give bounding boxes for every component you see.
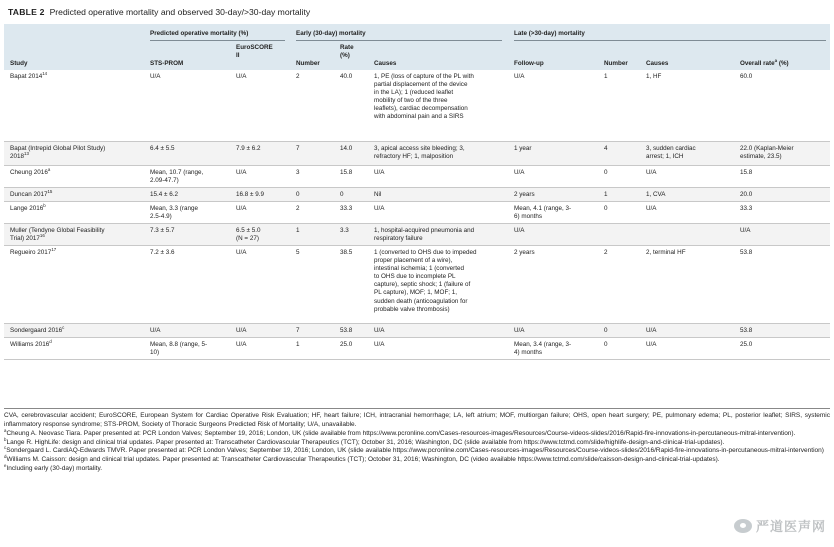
cell-sts-prom: 6.4 ± 5.5 bbox=[150, 145, 175, 152]
table-header bbox=[4, 24, 830, 70]
cell-euroscore: U/A bbox=[236, 73, 247, 80]
col-late-number: Number bbox=[604, 60, 628, 67]
col-euroscore-l2: II bbox=[236, 52, 240, 59]
cell-early-causes: U/A bbox=[374, 327, 385, 334]
cell-early-number: 2 bbox=[296, 205, 300, 212]
footnote-item: $^a$Cheung A. Neovasc Tiara. Paper presented at: PCR London Valves; September 19, 2016; London, UK (slide available from https://www.pcronline.com/Cases-resources-images/Resources/Course-videos-slides/2016/Rapid-fire-innovations-in-percutaneous-mitral-intervention). bbox=[4, 428, 796, 438]
cell-early-causes: 3, apical access site bleeding; 3, refractory HF; 1, malposition bbox=[374, 145, 465, 161]
cell-early-causes: Nil bbox=[374, 191, 382, 198]
table-title: Predicted operative mortality and observed 30-day/>30-day mortality bbox=[49, 7, 311, 17]
col-early-causes: Causes bbox=[374, 60, 397, 67]
predicted-group-header: Predicted operative mortality (%) bbox=[150, 30, 249, 37]
cell-overall-rate: 20.0 bbox=[740, 191, 753, 198]
cell-early-causes: U/A bbox=[374, 341, 385, 348]
cell-sts-prom: Mean, 8.8 (range, 5- 10) bbox=[150, 341, 208, 357]
cell-late-causes: 1, HF bbox=[646, 73, 662, 80]
cell-follow-up: Mean, 4.1 (range, 3- 6) months bbox=[514, 205, 572, 221]
predicted-group-rule bbox=[150, 40, 285, 41]
cell-late-causes: U/A bbox=[646, 169, 657, 176]
watermark-text: 严道医声网 bbox=[755, 519, 826, 534]
cell-study: Sondergaard 2016$^c$ bbox=[10, 324, 65, 334]
abbreviations-note: CVA, cerebrovascular accident; EuroSCORE, European System for Cardiac Operative Risk Evaluation; HF, heart failure; ICH, intracranial hemorrhage; LA, left atrium; MOF, multiorgan failure; OHS, open heart surgery; PE, pulmonary edema; PL, posterior leaflet; SIRS, systemic inflammatory response syndrome; STS-PROM, Society of Thoracic Surgeons Predicted Risk of Mortality; U/A, unavailable. bbox=[4, 412, 830, 428]
mortality-table bbox=[4, 24, 830, 360]
cell-study: Lange 2016$^b$ bbox=[10, 202, 46, 212]
cell-early-rate: 40.0 bbox=[340, 73, 353, 80]
cell-follow-up: U/A bbox=[514, 169, 525, 176]
cell-follow-up: 1 year bbox=[514, 145, 532, 152]
cell-follow-up: U/A bbox=[514, 327, 525, 334]
cell-early-number: 3 bbox=[296, 169, 300, 176]
footnote-item: $^e$Including early (30-day) mortality. bbox=[4, 462, 103, 472]
cell-sts-prom: 7.3 ± 5.7 bbox=[150, 227, 175, 234]
cell-early-rate: 15.8 bbox=[340, 169, 353, 176]
table-row bbox=[4, 324, 830, 338]
cell-overall-rate: 22.0 (Kaplan-Meier estimate, 23.5) bbox=[740, 145, 794, 161]
col-early-rate-l1: Rate bbox=[340, 44, 354, 51]
cell-study: Williams 2016$^d$ bbox=[10, 338, 52, 348]
cell-study: Bapat 2014$^{14}$ bbox=[10, 70, 48, 80]
cell-early-causes: 1, hospital-acquired pneumonia and respiratory failure bbox=[374, 227, 475, 243]
table-caption bbox=[8, 6, 310, 18]
cell-follow-up: 2 years bbox=[514, 249, 535, 256]
table-row bbox=[4, 224, 830, 246]
table-row bbox=[4, 70, 830, 142]
cell-follow-up: U/A bbox=[514, 227, 525, 234]
cell-follow-up: Mean, 3.4 (range, 3- 4) months bbox=[514, 341, 572, 357]
watermark bbox=[734, 516, 826, 535]
cell-late-causes: U/A bbox=[646, 205, 657, 212]
wechat-icon bbox=[734, 519, 752, 533]
cell-overall-rate: 53.8 bbox=[740, 249, 753, 256]
cell-sts-prom: U/A bbox=[150, 327, 161, 334]
col-late-causes: Causes bbox=[646, 60, 669, 67]
cell-euroscore: U/A bbox=[236, 169, 247, 176]
cell-euroscore: U/A bbox=[236, 249, 247, 256]
cell-study: Cheung 2016$^a$ bbox=[10, 166, 51, 176]
col-early-number: Number bbox=[296, 60, 320, 67]
cell-late-causes: U/A bbox=[646, 327, 657, 334]
late-group-header: Late (>30-day) mortality bbox=[514, 30, 585, 37]
cell-sts-prom: Mean, 3.3 (range 2.5-4.9) bbox=[150, 205, 198, 221]
cell-late-causes: U/A bbox=[646, 341, 657, 348]
cell-early-rate: 53.8 bbox=[340, 327, 353, 334]
cell-study: Bapat (Intrepid Global Pilot Study) 2018$^{13}$ bbox=[10, 145, 106, 161]
cell-early-rate: 3.3 bbox=[340, 227, 349, 234]
cell-sts-prom: Mean, 10.7 (range, 2.09-47.7) bbox=[150, 169, 204, 185]
cell-study: Duncan 2017$^{15}$ bbox=[10, 188, 53, 198]
cell-early-number: 5 bbox=[296, 249, 300, 256]
footnote-item: $^d$Williams M. Caisson: design and clinical trial updates. Paper presented at: Transcatheter Cardiovascular Therapeutics (TCT); October 31, 2016; Washington, DC (video available https://www.tctmd.com/slide/caisson-design-and-clinical-trial-updates). bbox=[4, 453, 720, 463]
footnote-item: $^c$Sondergaard L. CardiAQ-Edwards TMVR. Paper presented at: PCR London Valves; September 19, 2016; London, UK (slide available https://www.pcronline.com/Cases-resources-images/Resources/Course-videos-slides/2016/Rapid-fire-innovations-in-percutaneous-mitral-intervention) bbox=[4, 445, 824, 455]
cell-early-number: 7 bbox=[296, 145, 300, 152]
table-row bbox=[4, 142, 830, 166]
cell-late-number: 0 bbox=[604, 341, 608, 348]
col-euroscore-l1: EuroSCORE bbox=[236, 44, 273, 51]
table-row bbox=[4, 246, 830, 324]
cell-follow-up: 2 years bbox=[514, 191, 535, 198]
late-group-rule bbox=[514, 40, 826, 41]
cell-early-rate: 14.0 bbox=[340, 145, 353, 152]
cell-late-causes: 1, CVA bbox=[646, 191, 666, 198]
cell-early-number: 2 bbox=[296, 73, 300, 80]
cell-late-causes: 2, terminal HF bbox=[646, 249, 686, 256]
col-sts-prom: STS-PROM bbox=[150, 60, 184, 67]
cell-euroscore: 7.9 ± 6.2 bbox=[236, 145, 261, 152]
cell-sts-prom: U/A bbox=[150, 73, 161, 80]
cell-early-causes: U/A bbox=[374, 205, 385, 212]
cell-overall-rate: 25.0 bbox=[740, 341, 753, 348]
cell-euroscore: 16.8 ± 9.9 bbox=[236, 191, 264, 198]
col-overall-rate: Overall rate$^a$ (%) bbox=[740, 57, 789, 67]
cell-early-causes: U/A bbox=[374, 169, 385, 176]
early-group-rule bbox=[296, 40, 502, 41]
cell-sts-prom: 7.2 ± 3.6 bbox=[150, 249, 175, 256]
cell-follow-up: U/A bbox=[514, 73, 525, 80]
cell-early-rate: 25.0 bbox=[340, 341, 353, 348]
cell-late-number: 1 bbox=[604, 191, 608, 198]
col-early-rate-l2: (%) bbox=[340, 52, 350, 59]
cell-overall-rate: 15.8 bbox=[740, 169, 753, 176]
cell-study: Regueiro 2017$^{17}$ bbox=[10, 246, 57, 256]
table-body bbox=[4, 70, 830, 360]
table-row bbox=[4, 166, 830, 188]
cell-early-rate: 38.5 bbox=[340, 249, 353, 256]
table-row bbox=[4, 188, 830, 202]
cell-study: Muller (Tendyne Global Feasibility Trial) 2017$^{16}$ bbox=[10, 227, 105, 243]
col-follow-up: Follow-up bbox=[514, 60, 544, 67]
table-footnotes bbox=[4, 408, 830, 473]
cell-overall-rate: U/A bbox=[740, 227, 751, 234]
cell-early-number: 1 bbox=[296, 341, 300, 348]
cell-early-number: 0 bbox=[296, 191, 300, 198]
cell-early-causes: 1 (converted to OHS due to impeded proper placement of a wire), intestinal ischemia; 1 (converted to OHS due to incomplete PL capture), septic shock; 1 (failure of PL capture), MOF; 1, MOF; 1, sudden death (anticoagulation for probable valve thrombosis) bbox=[374, 249, 477, 313]
table-label: TABLE 2 bbox=[8, 7, 45, 17]
cell-late-causes: 3, sudden cardiac arrest; 1, ICH bbox=[646, 145, 696, 161]
footnote-list bbox=[4, 430, 830, 473]
cell-early-rate: 33.3 bbox=[340, 205, 353, 212]
cell-late-number: 0 bbox=[604, 327, 608, 334]
cell-early-number: 7 bbox=[296, 327, 300, 334]
cell-late-number: 1 bbox=[604, 73, 608, 80]
cell-early-number: 1 bbox=[296, 227, 300, 234]
cell-late-number: 0 bbox=[604, 169, 608, 176]
cell-late-number: 4 bbox=[604, 145, 608, 152]
cell-euroscore: U/A bbox=[236, 327, 247, 334]
cell-late-number: 0 bbox=[604, 205, 608, 212]
cell-late-number: 2 bbox=[604, 249, 608, 256]
col-study: Study bbox=[10, 60, 28, 67]
early-group-header: Early (30-day) mortality bbox=[296, 30, 366, 37]
cell-sts-prom: 15.4 ± 6.2 bbox=[150, 191, 178, 198]
cell-early-causes: 1, PE (loss of capture of the PL with partial displacement of the device in the LA); 1 (reduced leaflet mobility of two of the three leaflets), cardiac decompensation with abdominal pain and a SIRS bbox=[374, 73, 474, 121]
cell-euroscore: U/A bbox=[236, 205, 247, 212]
table-row bbox=[4, 202, 830, 224]
table-row bbox=[4, 338, 830, 360]
cell-early-rate: 0 bbox=[340, 191, 344, 198]
cell-euroscore: 6.5 ± 5.0 (N = 27) bbox=[236, 227, 261, 243]
cell-overall-rate: 53.8 bbox=[740, 327, 753, 334]
footnote-item: $^b$Lange R. HighLife: design and clinical trial updates. Paper presented at: Transcatheter Cardiovascular Therapeutics (TCT); October 31, 2016; Washington, DC (slide available from https://www.tctmd.com/slide/highlife-design-and-clinical-trial-updates). bbox=[4, 436, 725, 446]
cell-euroscore: U/A bbox=[236, 341, 247, 348]
cell-overall-rate: 60.0 bbox=[740, 73, 753, 80]
cell-overall-rate: 33.3 bbox=[740, 205, 753, 212]
